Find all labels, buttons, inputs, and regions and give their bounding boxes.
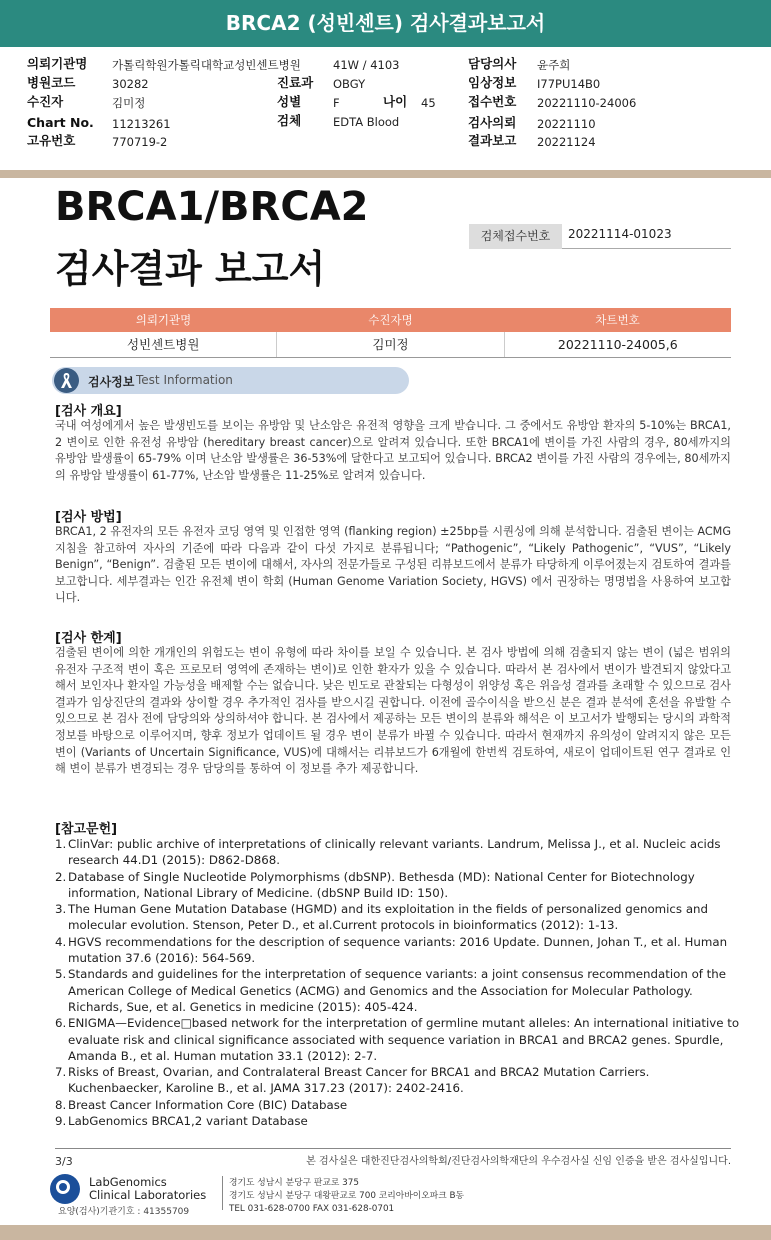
company-name: LabGenomics bbox=[89, 1175, 167, 1189]
header-value: 김미정 bbox=[112, 96, 146, 110]
section-body-method: BRCA1, 2 유전자의 모든 유전자 코딩 영역 및 인접한 영역 (flanking region) ±25bp를 시퀀싱에 의해 분석합니다. 검출된 변이는 ACMG 지침을 참고하여 자사의 기준에 따라 다음과 같이 다섯 가지로 분류됩니다; “Pathogenic”, “Likely Pathogenic”, “VUS”, “Likely Benign”, “Benign”. 검출된 모든 변이에 대해서, 자사의 전문가들로 구성된 리뷰보드에서 분류가 타당하게 이루어졌는지 검토하여 결과를 보고합니다. 세부결과는 인간 유전체 변이 학회 (Human Genome Variation Society, HGVS) 에서 권장하는 명명법을 사용하여 보고합니다. bbox=[55, 525, 731, 605]
reference-item: 9. LabGenomics BRCA1,2 variant Database bbox=[55, 1114, 308, 1129]
phone-line: TEL 031-628-0700 FAX 031-628-0701 bbox=[229, 1204, 395, 1214]
header-value: 가톨릭학원가톨릭대학교성빈센트병원 bbox=[112, 58, 301, 72]
header-value: 20221124 bbox=[537, 135, 596, 149]
info-cell: 성빈센트병원 bbox=[50, 332, 277, 357]
reference-item: 3. The Human Gene Mutation Database (HGMD) and its exploitation in the fields of personalized genomics and molecular evolution. Stenson, Peter D., et al.Current protocols in bioinformatics (2012): 1-13. bbox=[55, 902, 709, 933]
references-heading: [참고문헌] bbox=[55, 822, 118, 837]
header-value: OBGY bbox=[333, 77, 366, 91]
header-value: 11213261 bbox=[112, 117, 171, 131]
header-value: 45 bbox=[421, 96, 436, 110]
section-body-overview: 국내 여성에게서 높은 발생빈도를 보이는 유방암 및 난소암은 유전적 영향을 크게 받습니다. 그 중에서도 유방암 환자의 5-10%는 BRCA1, 2 변이로 인한 유전성 유방암 (hereditary breast cancer)으로 알려져 있습니다. 또한 BRCA1에 변이를 가진 사람의 경우, 80세까지의 유방암 발생률이 65-79% 이며 난소암 발생률은 36-53%에 달한다고 보고되어 있습니다. BRCA2 변이를 가진 사람의 경우에는, 80세까지의 유방암 발생률이 61-77%, 난소암 발생률은 11-25%로 알려져 있습니다. bbox=[55, 419, 731, 482]
ribbon-icon bbox=[54, 368, 79, 393]
header-value: I77PU14B0 bbox=[537, 77, 601, 91]
reference-item: 8. Breast Cancer Information Core (BIC) Database bbox=[55, 1097, 348, 1112]
info-cell: 20221110-24005,6 bbox=[557, 337, 678, 352]
certification-note: 본 검사실은 대한진단검사의학회/진단검사의학재단의 우수검사실 신임 인증을 받은 검사실입니다. bbox=[306, 1156, 731, 1167]
header-value: 30282 bbox=[112, 77, 149, 91]
header-label: 병원코드 bbox=[27, 75, 76, 90]
labgenomics-logo-icon bbox=[50, 1174, 80, 1204]
reference-item: 2. Database of Single Nucleotide Polymorphisms (dbSNP). Bethesda (MD): National Center for Biotechnology information, National Library of Medicine. (dbSNP Build ID: 150). bbox=[55, 869, 695, 900]
header-value: EDTA Blood bbox=[333, 115, 400, 129]
info-cell: 김미정 bbox=[277, 332, 504, 357]
info-col-header: 수진자명 bbox=[368, 313, 413, 327]
reference-item: 7. Risks of Breast, Ovarian, and Contralateral Breast Cancer for BRCA1 and BRCA2 Mutation Carriers. Kuchenbaecker, Karoline B., et al. JAMA 317.23 (2017): 2402-2416. bbox=[55, 1065, 650, 1096]
test-info-pill bbox=[52, 367, 409, 394]
info-col-header: 차트번호 bbox=[595, 313, 640, 327]
page-number: 3/3 bbox=[55, 1155, 73, 1168]
info-table-header bbox=[50, 308, 731, 332]
section-heading-overview: [검사 개요] bbox=[55, 404, 122, 419]
header-label: 검체 bbox=[277, 113, 302, 128]
header-value: 41W / 4103 bbox=[333, 58, 400, 72]
header-label: 검사의뢰 bbox=[468, 115, 517, 130]
company-subname: Clinical Laboratories bbox=[89, 1188, 207, 1202]
info-col-header: 의뢰기관명 bbox=[135, 313, 192, 327]
header-value: 윤주희 bbox=[537, 58, 571, 72]
header-label: 담당의사 bbox=[468, 56, 517, 71]
header-label: Chart No. bbox=[27, 115, 94, 130]
info-table bbox=[50, 308, 731, 358]
header-label: 접수번호 bbox=[468, 94, 517, 109]
report-title-line1: BRCA1/BRCA2 bbox=[55, 184, 369, 230]
header-value: 20221110 bbox=[537, 117, 596, 131]
accession-box bbox=[469, 224, 731, 249]
reference-item: 4. HGVS recommendations for the description of sequence variants: 2016 Update. Dunnen, Johan T., et al. Human mutation 37.6 (2016): 564-569. bbox=[55, 934, 728, 966]
info-table-row bbox=[50, 332, 731, 358]
footer-divider bbox=[55, 1148, 731, 1149]
address-line: 경기도 성남시 분당구 판교로 375 bbox=[229, 1178, 359, 1188]
pill-label-ko: 검사정보 bbox=[88, 375, 135, 389]
section-heading-limitations: [검사 한계] bbox=[55, 631, 122, 646]
footer-vertical-divider bbox=[222, 1176, 223, 1210]
header-value: 20221110-24006 bbox=[537, 96, 637, 110]
report-title-line2: 검사결과 보고서 bbox=[55, 247, 326, 291]
header-value: F bbox=[333, 96, 340, 110]
references-list bbox=[55, 836, 745, 1129]
bottom-bar bbox=[0, 1225, 771, 1240]
accession-value: 20221114-01023 bbox=[568, 227, 672, 241]
header-value: 770719-2 bbox=[112, 135, 168, 149]
section-body-limitations: 검출된 변이에 의한 개개인의 위험도는 변이 유형에 따라 차이를 보일 수 있습니다. 본 검사 방법에 의해 검출되지 않는 변이 (넓은 범위의 유전자 구조적 변이 혹은 프로모터 영역에 존재하는 변이)로 인한 환자가 있을 수 있습니다. 따라서 본 검사에서 변이가 발견되지 않았다고 해서 보인자나 환자일 가능성을 배제할 수는 없습니다. 낮은 빈도로 관찰되는 다형성이 위양성 혹은 위음성 결과를 초래할 수 있으므로 검사 결과가 임상진단의 결과와 상이할 경우 추가적인 검사를 받으시길 권합니다. 이전에 골수이식을 받으신 분은 결과 분석에 혼선을 유발할 수 있으므로 본 검사 전에 담당의와 상의하셔야 합니다. 본 검사에서 제공하는 모든 변이의 분류와 해석은 이 보고서가 발행되는 당시의 과학적 정보를 바탕으로 이루어지며, 향후 정보가 업데이트 될 경우 변이 분류가 바뀔 수 있습니다. 따라서 현재까지 유의성이 알려지지 않은 모든 변이 (Variants of Uncertain Significance, VUS)에 대해서는 리뷰보드가 6개월에 한번씩 검토하여, 새로이 업데이트된 연구 결과로 인해 변이 분류가 변경되는 경우 담당의를 통하여 이 정보를 추가 제공합니다. bbox=[55, 646, 731, 776]
report-banner-title: BRCA2 (성빈센트) 검사결과보고서 bbox=[0, 0, 771, 47]
header-label: 진료과 bbox=[277, 75, 314, 90]
reference-item: 6. ENIGMA—Evidence□based network for the interpretation of germline mutant alleles: An international initiative to evaluate risk and clinical significance associated with sequence variation in BRCA1 and BRCA2 genes. Spurdle, Amanda B., et al. Human mutation 33.1 (2012): 2-7. bbox=[55, 1016, 740, 1063]
header-label: 성별 bbox=[277, 94, 302, 109]
header-label: 임상정보 bbox=[468, 75, 517, 90]
institution-number: 요양(검사)기관기호 : 41355709 bbox=[58, 1207, 190, 1217]
reference-item: 5. Standards and guidelines for the interpretation of sequence variants: a joint consensus recommendation of the American College of Medical Genetics (ACMG) and Genomics and the Association for Molecular Pathology. Richards, Sue, et al. Genetics in medicine (2015): 405-424. bbox=[55, 967, 727, 1014]
separator-bar bbox=[0, 170, 771, 178]
header-label: 고유번호 bbox=[27, 133, 76, 148]
header-label: 의뢰기관명 bbox=[27, 56, 88, 71]
header-label: 결과보고 bbox=[468, 133, 517, 148]
reference-item: 1. ClinVar: public archive of interpretations of clinically relevant variants. Landrum, Melissa J., et al. Nucleic acids research 44.D1 (2015): D862-D868. bbox=[55, 837, 721, 868]
accession-label: 검체접수번호 bbox=[469, 224, 562, 249]
header-label: 나이 bbox=[383, 94, 408, 109]
header-label: 수진자 bbox=[27, 94, 64, 109]
pill-label-en: Test Information bbox=[136, 373, 233, 387]
address-line: 경기도 성남시 분당구 대왕판교로 700 코리아바이오파크 B동 bbox=[229, 1191, 465, 1201]
section-heading-method: [검사 방법] bbox=[55, 510, 122, 525]
